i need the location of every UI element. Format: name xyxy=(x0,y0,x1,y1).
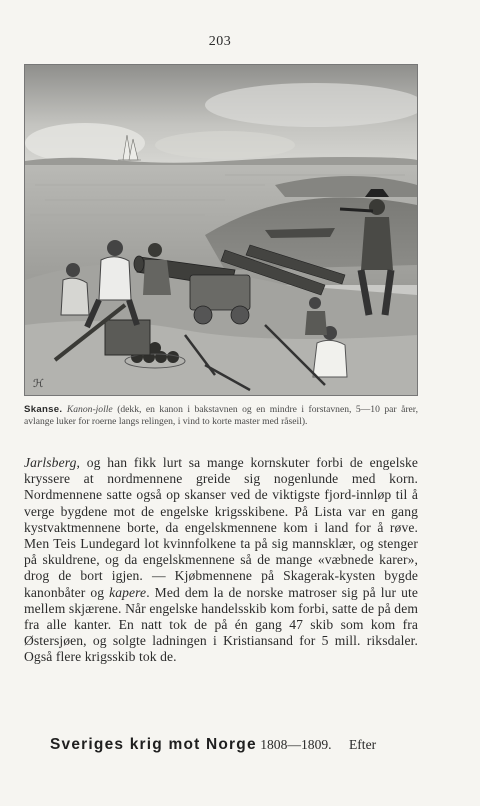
body-segment: Jarlsberg xyxy=(24,455,77,470)
section-heading-line xyxy=(50,736,420,754)
caption-term: Kanon-jolle xyxy=(66,404,113,415)
body-segment: , og han fikk lurt sa mange kornskuter forbi de engelske kryssere at nordmennene greide sig nogenlunde med korn. Nordmennene satte også op skanser ved de viktigste fjord-innløp til å verge bygdene mot de engelske krigsskibene. På Lista var en gang kystvaktmennene borte, da engelskmennene kom i land for å røve. Men Teis Lundegard lot kvinnfolkene ta på sig mannsklær, og stenger på skuldrene, og da engelskmennene så de mange «væbnede karer», drog de bort igjen. — Kjøbmennene på Skagerak-kysten bygde kanonbåter og xyxy=(24,455,418,600)
section-years: 1808—1809. xyxy=(260,737,332,752)
svg-text:ℋ: ℋ xyxy=(33,377,44,390)
caption-text: (dekk, en kanon i bakstavnen og en mindre i forstavnen, 5—10 par årer, avlange luker for roerne langs relingen, i vind to korte master med råseil). xyxy=(24,404,418,427)
figure-caption xyxy=(24,404,418,427)
illustration-skanse xyxy=(24,64,418,396)
engraving-drawing xyxy=(25,65,417,395)
section-continuation: Efter xyxy=(348,737,377,752)
body-paragraph xyxy=(24,455,418,666)
page-number: 203 xyxy=(208,34,232,49)
section-heading: Sveriges krig mot Norge xyxy=(50,736,257,753)
body-segment: . Med dem la de norske matroser sig på lur ute mellem skjærene. Når engelske handelsskib kom forbi, satte de på dem fra alle kanter. En natt tok de på én gang 47 skib som kom fra Østersjøen, og solgte ladningen i Kristiansand for 5 mill. riksdaler. Også flere krigsskib tok de. xyxy=(24,584,418,665)
body-segment: kapere xyxy=(109,584,147,600)
caption-title: Skanse. xyxy=(24,404,63,415)
